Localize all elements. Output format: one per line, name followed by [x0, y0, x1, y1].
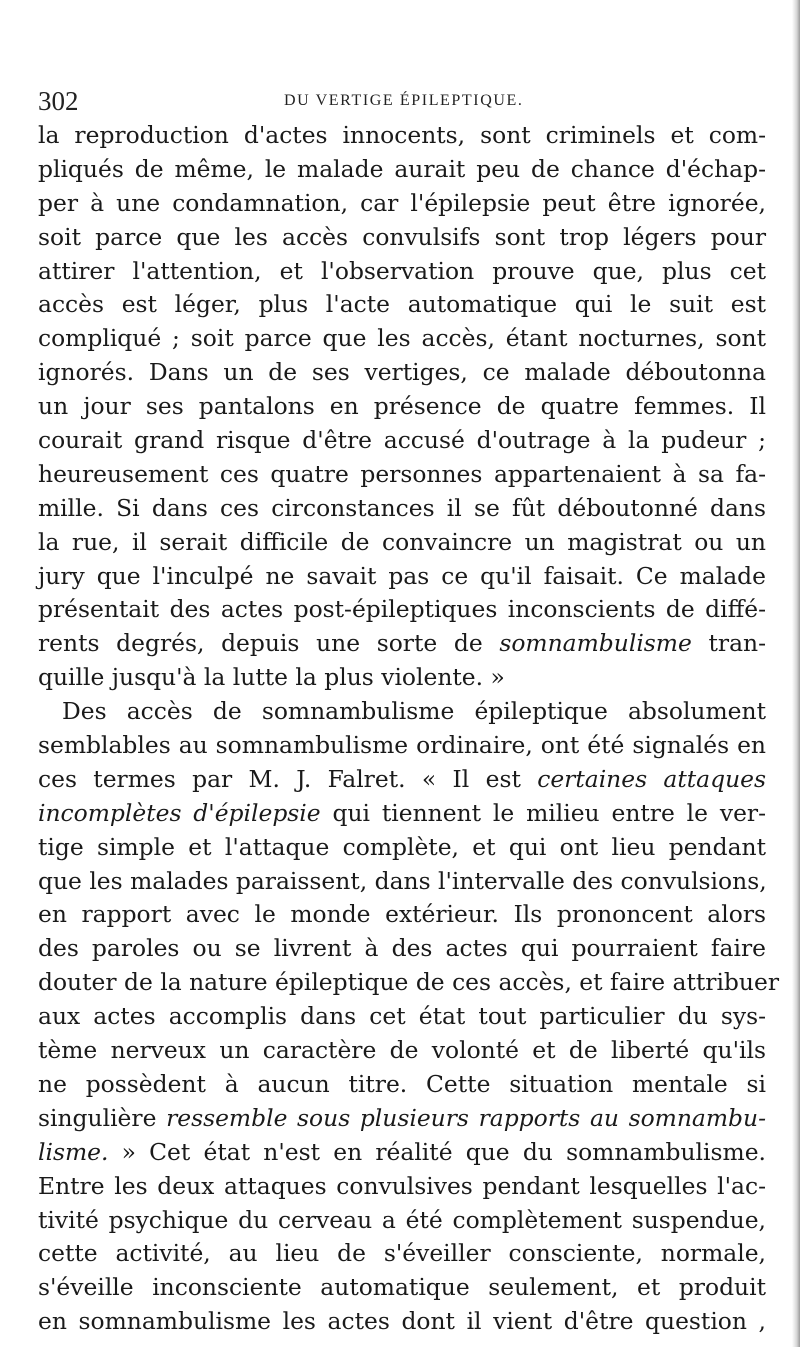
text-line-24: en rapport avec le monde extérieur. Ils prononcent alors [38, 900, 766, 929]
text-line-16-start: rents degrés, depuis une sorte de [38, 629, 500, 658]
italic-somnambulisme: somnambulisme [499, 629, 692, 658]
text-line-3: per à une condamnation, car l'épilepsie peut être ignorée, [38, 188, 766, 217]
italic-lisme: lisme. [38, 1137, 109, 1166]
text-line-20-start: ces termes par M. J. Falret. « Il est [38, 764, 538, 793]
text-line-16 [38, 627, 766, 661]
text-line-13: la rue, il serait difficile de convaincre un magistrat ou un [38, 527, 766, 556]
italic-ressemble: ressemble sous plusieurs rapports au somnambu- [166, 1103, 766, 1132]
italic-incompletes-epilepsie: incomplètes d'épilepsie [38, 798, 321, 827]
text-line-22: tige simple et l'attaque complète, et qui ont lieu pendant [38, 832, 766, 861]
italic-certaines-attaques: certaines attaques [537, 764, 767, 793]
text-line-32: Entre les deux attaques convulsives pendant lesquelles l'ac- [38, 1171, 766, 1200]
text-line-31 [38, 1136, 766, 1170]
text-line-30-start: singulière [38, 1103, 167, 1132]
text-line-36: en somnambulisme les actes dont il vient d'être question , [38, 1307, 766, 1336]
text-line-35: s'éveille inconsciente automatique seulement, et produit [38, 1273, 766, 1302]
text-line-28: tème nerveux un caractère de volonté et de liberté qu'ils [38, 1036, 766, 1065]
text-line-30 [38, 1102, 766, 1136]
body-text [38, 119, 779, 1339]
text-line-31-end: » Cet état n'est en réalité que du somnambulisme. [108, 1137, 766, 1166]
text-line-8: ignorés. Dans un de ses vertiges, ce malade déboutonna [38, 358, 766, 387]
text-line-20 [38, 763, 766, 797]
text-line-21 [38, 797, 766, 831]
page-edge-shadow [792, 0, 800, 1347]
text-line-15: présentait des actes post-épileptiques inconscients de diffé- [38, 595, 766, 624]
text-line-11: heureusement ces quatre personnes appartenaient à sa fa- [38, 459, 766, 488]
text-line-7: compliqué ; soit parce que les accès, étant nocturnes, sont [38, 324, 766, 353]
text-line-2: pliqués de même, le malade aurait peu de chance d'échap- [38, 154, 766, 183]
running-title: DU VERTIGE ÉPILEPTIQUE. [284, 92, 524, 109]
text-line-25: des paroles ou se livrent à des actes qui pourraient faire [38, 934, 766, 963]
text-line-33: tivité psychique du cerveau a été complètement suspendue, [38, 1205, 766, 1234]
text-line-14: jury que l'inculpé ne savait pas ce qu'il faisait. Ce malade [38, 561, 766, 590]
text-line-23: que les malades paraissent, dans l'intervalle des convulsions, [38, 866, 767, 895]
text-line-6: accès est léger, plus l'acte automatique qui le suit est [38, 290, 766, 319]
text-line-9: un jour ses pantalons en présence de quatre femmes. Il [38, 392, 766, 421]
text-line-10: courait grand risque d'être accusé d'outrage à la pudeur ; [38, 426, 766, 455]
text-line-34: cette activité, au lieu de s'éveiller consciente, normale, [38, 1239, 766, 1268]
text-line-26: douter de la nature épileptique de ces accès, et faire attribuer [38, 968, 779, 997]
text-line-29: ne possèdent à aucun titre. Cette situation mentale si [38, 1069, 766, 1098]
text-line-4: soit parce que les accès convulsifs sont trop légers pour [38, 222, 766, 251]
text-line-19: semblables au somnambulisme ordinaire, ont été signalés en [38, 731, 766, 760]
text-line-17: quille jusqu'à la lutte la plus violente. » [38, 663, 505, 692]
text-line-16-end: tran- [691, 629, 766, 658]
text-line-27: aux actes accomplis dans cet état tout particulier du sys- [38, 1002, 766, 1031]
page-header [0, 86, 800, 116]
text-line-18: Des accès de somnambulisme épileptique absolument [62, 697, 766, 726]
text-line-12: mille. Si dans ces circonstances il se fût déboutonné dans [38, 493, 766, 522]
text-line-21-end: qui tiennent le milieu entre le ver- [320, 798, 766, 827]
text-line-5: attirer l'attention, et l'observation prouve que, plus cet [38, 256, 766, 285]
page-number: 302 [38, 86, 79, 116]
text-line-1: la reproduction d'actes innocents, sont criminels et com- [38, 121, 766, 149]
